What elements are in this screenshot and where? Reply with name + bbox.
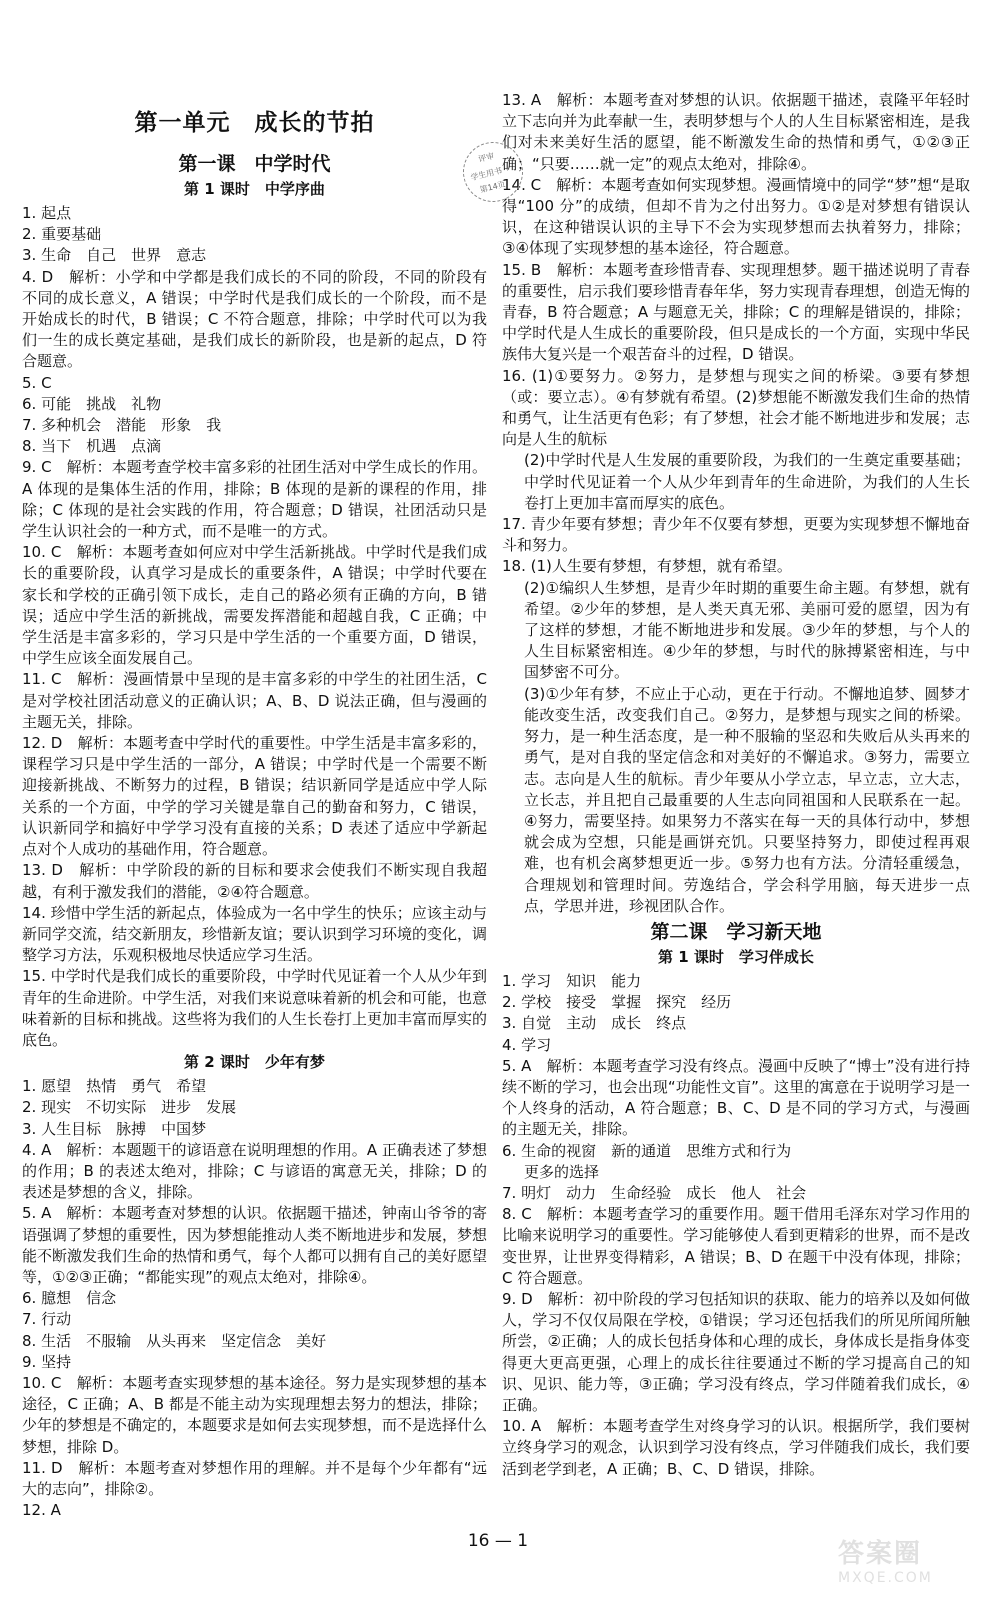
period-title: 第 1 课时 中学序曲 bbox=[184, 180, 325, 198]
page-number: 16 — 1 bbox=[467, 1531, 529, 1551]
watermark-url: MXQE.COM bbox=[838, 1570, 933, 1586]
answer-item: (3)①少年有梦，不应止于心动，更在于行动。不懈地追梦、圆梦才能改变生活，改变我们自己。②努力，是梦想与现实之间的桥梁。努力，是一种生活态度，是一种不服输的坚忍和失败后从头再来的勇气，是对自我的坚定信念和对美好的不懈追求。③努力，需要立志。志向是人生的航标。青少年要从小学立志，早立志，立大志，立长志，并且把自己最重要的人生志向同祖国和人民联系在一起。④努力，需要坚持。如果努力不落实在每一天的具体行动中，梦想就会成为空想，只能是画饼充饥。只要坚持努力，即使过程再艰难，也有机会离梦想更近一步。⑤努力也有方法。分清轻重缓急，合理规划和管理时间。劳逸结合，学会科学用脑，每天进步一点点，学思并进，珍视团队合作。 bbox=[524, 684, 970, 915]
answer-item: 6. 可能 挑战 礼物 bbox=[22, 394, 162, 413]
answer-item: 15. 中学时代是我们成长的重要阶段，中学时代见证着一个人从少年到青年的生命进阶。中学生活，对我们来说意味着新的机会和可能，也意味着新的目标和挑战。这些将为我们的人生长卷打上更加丰富而厚实的底色。 bbox=[22, 967, 488, 1049]
stamp-line3: 第14页 bbox=[478, 179, 507, 195]
answer-item: 17. 青少年要有梦想；青少年不仅要有梦想，更要为实现梦想不懈地奋斗和努力。 bbox=[502, 515, 970, 555]
answer-item: 10. C 解析：本题考查如何应对中学生活新挑战。中学时代是我们成长的重要阶段，认真学习是成长的重要条件，A 错误；中学时代要在家长和学校的正确引领下成长，走自己的路必须有正确的方向，B 错误；适应中学生活的新挑战，需要发挥潜能和超越自我，C 正确；中学生活是丰富多彩的，学习只是中学生活的一个重要方面，D 错误，中学生应该全面发展自己。 bbox=[22, 543, 487, 668]
answer-item: 5. A 解析：本题考查对梦想的认识。依据题干描述，钟南山爷爷的寄语强调了梦想的重要性，因为梦想能推动人类不断地进步和发展，梦想能不断激发我们生命的热情和勇气，每个人都可以拥有自己的美好愿望等，①②③正确；“都能实现”的观点太绝对，排除④。 bbox=[22, 1204, 488, 1286]
answer-item: 4. 学习 bbox=[502, 1035, 552, 1054]
lesson-title: 第二课 学习新天地 bbox=[650, 920, 822, 943]
watermark-logo-text: 答案圈 bbox=[838, 1539, 923, 1569]
answer-item: 4. D 解析：小学和中学都是我们成长的不同的阶段，不同的阶段有不同的成长意义，A 错误；中学时代是我们成长的一个阶段，而不是开始成长的时代，B 错误；C 不符合题意，排除；中学时代可以为我们一生的成长奠定基础，是我们成长的新阶段，也是新的起点，D 符合题意。 bbox=[22, 267, 487, 371]
right-column bbox=[502, 90, 970, 1480]
answer-item: 9. 坚持 bbox=[22, 1352, 72, 1371]
answer-item: 3. 人生目标 脉搏 中国梦 bbox=[22, 1119, 207, 1138]
lesson-title: 第一课 中学时代 bbox=[178, 153, 331, 175]
answer-item: 14. C 解析：本题考查如何实现梦想。漫画情境中的同学“梦”想“是取得“100 分”的成绩，但却不肯为之付出努力。①②是对梦想有错误认识，在这种错误认识的主导下不会为实现梦想而去执着努力，排除；③④体现了实现梦想的基本途径，符合题意。 bbox=[502, 175, 970, 258]
answer-item: (2)中学时代是人生发展的重要阶段，为我们的一生奠定重要基础；中学时代见证着一个人从少年到青年的生命进阶，为我们的人生长卷打上更加丰富而厚实的底色。 bbox=[524, 451, 970, 512]
answer-item: 2. 学校 接受 掌握 探究 经历 bbox=[502, 993, 732, 1012]
answer-item: 10. A 解析：本题考查学生对终身学习的认识。根据所学，我们要树立终身学习的观念，认识到学习没有终点，学习伴随我们成长，我们要活到老学到老，A 正确；B、C、D 错误，排除。 bbox=[502, 1417, 970, 1478]
answer-item: 12. A bbox=[22, 1501, 61, 1520]
answer-item: 16. (1)①要努力。②努力，是梦想与现实之间的桥梁。③要有梦想（或：要立志）。④有梦就有希望。(2)梦想能不断激发我们生命的热情和勇气，让生活更有色彩；有了梦想，社会才能不断地进步和发展；志向是人生的航标 bbox=[502, 366, 970, 449]
answer-item: 2. 现实 不切实际 进步 发展 bbox=[22, 1098, 237, 1117]
answer-item: 8. C 解析：本题考查学习的重要作用。题干借用毛泽东对学习作用的比喻来说明学习的重要性。学习能够使人看到更精彩的世界，而不是改变世界，让世界变得精彩，A 错误；B、D 在题干中没有体现，排除；C 符合题意。 bbox=[502, 1205, 970, 1287]
answer-item: 更多的选择 bbox=[524, 1162, 600, 1181]
answer-item: 4. A 解析：本题题干的谚语意在说明理想的作用。A 正确表述了梦想的作用；B 的表述太绝对，排除；C 与谚语的寓意无关，排除；D 的表述是梦想的含义，排除。 bbox=[22, 1140, 487, 1202]
answer-item: 11. C 解析：漫画情景中呈现的是丰富多彩的中学生的社团生活，C 是对学校社团活动意义的正确认识；A、B、D 说法正确，但与漫画的主题无关，排除。 bbox=[22, 670, 487, 731]
answer-item: 3. 自觉 主动 成长 终点 bbox=[502, 1014, 687, 1033]
unit-title: 第一单元 成长的节拍 bbox=[134, 110, 375, 136]
period-title: 第 2 课时 少年有梦 bbox=[184, 1053, 325, 1072]
answer-item: 18. (1)人生要有梦想，有梦想，就有希望。 bbox=[502, 557, 792, 576]
answer-item: 1. 愿望 热情 勇气 希望 bbox=[22, 1077, 207, 1096]
answer-item: 7. 明灯 动力 生命经验 成长 他人 社会 bbox=[502, 1183, 807, 1202]
answer-item: 13. A 解析：本题考查对梦想的认识。依据题干描述，袁隆平年轻时立下志向并为此奉献一生，表明梦想与个人的人生目标紧密相连，是我们对未来美好生活的愿望，能不断激发生命的热情和勇气，①②③正确；“只要……就一定”的观点太绝对，排除④。 bbox=[502, 91, 970, 173]
period-title: 第 1 课时 学习伴成长 bbox=[658, 947, 814, 966]
answer-item: 10. C 解析：本题考查实现梦想的基本途径。努力是实现梦想的基本途径，C 正确；A、B 都是不能主动为实现理想去努力的想法，排除；少年的梦想是不确定的，本题要求是如何去实现梦想，而不是选择什么梦想，排除 D。 bbox=[22, 1373, 488, 1456]
answer-item: 9. C 解析：本题考查学校丰富多彩的社团生活对中学生成长的作用。A 体现的是集体生活的作用，排除；B 体现的是新的课程的作用，排除；C 体现的是社会实践的作用，符合题意；D 错误，社团活动只是学生认识社会的一种方式，而不是唯一的方式。 bbox=[22, 458, 487, 541]
answer-item: 1. 起点 bbox=[22, 204, 72, 222]
answer-item: 15. B 解析：本题考查珍惜青春、实现理想梦。题干描述说明了青春的重要性，启示我们要珍惜青春年华，努力实现青春理想，创造无悔的青春，B 符合题意；A 与题意无关，排除；C 的理解是错误的，排除；中学时代是人生成长的重要阶段，但只是成长的一个方面，实现中华民族伟大复兴是一个艰苦奋斗的过程，D 错误。 bbox=[502, 260, 970, 364]
answer-item: 6. 生命的视窗 新的通道 思维方式和行为 bbox=[502, 1141, 792, 1160]
answer-item: 5. C bbox=[22, 373, 52, 392]
answer-item: 9. D 解析：初中阶段的学习包括知识的获取、能力的培养以及如何做人，学习不仅仅局限在学校，①错误；学习还包括我们的所见所闻所触所尝，②正确；人的成长包括身体和心理的成长，身体成长是指身体变得更大更高更强，心理上的成长往往要通过不断的学习提高自己的知识、见识、能力等，③正确；学习没有终点，学习伴随着我们成长，④正确。 bbox=[502, 1289, 970, 1414]
answer-item: 1. 学习 知识 能力 bbox=[502, 971, 642, 990]
answer-item: 14. 珍惜中学生活的新起点，体验成为一名中学生的快乐；应该主动与新同学交流，结交新朋友，珍惜新友谊；要认识到学习环境的变化，调整学习方法，乐观积极地尽快适应学习生活。 bbox=[22, 903, 488, 965]
stamp-line1: 评审 bbox=[477, 151, 496, 164]
stamp-line2: 学生用书 bbox=[469, 165, 503, 183]
answer-item: 5. A 解析：本题考查学习没有终点。漫画中反映了“博士”没有进行持续不断的学习，也会出现“功能性文盲”。这里的寓意在于说明学习是一个人终身的活动，A 符合题意；B、C、D 是不同的学习方式，与漫画的主题无关，排除。 bbox=[502, 1056, 970, 1139]
answer-item: 11. D 解析：本题考查对梦想作用的理解。并不是每个少年都有“远大的志向”，排除②。 bbox=[22, 1458, 487, 1498]
answer-item: 12. D 解析：本题考查中学时代的重要性。中学生活是丰富多彩的，课程学习只是中学生活的一部分，A 错误；中学时代是一个需要不断迎接新挑战、不断努力的过程，B 错误；结识新同学是适应中学人际关系的一个方面，中学的学习关键是靠自己的勤奋和努力，C 错误，认识新同学和搞好中学学习没有直接的关系；D 表述了适应中学新起点对个人成功的基础作用，符合题意。 bbox=[22, 734, 487, 859]
answer-item: 8. 生活 不服输 从头再来 坚定信念 美好 bbox=[22, 1331, 327, 1350]
answer-item: 2. 重要基础 bbox=[22, 225, 102, 244]
answer-item: 3. 生命 自己 世界 意志 bbox=[22, 246, 207, 265]
answer-item: (2)①编织人生梦想，是青少年时期的重要生命主题。有梦想，就有希望。②少年的梦想，是人类天真无邪、美丽可爱的愿望，因为有了这样的梦想，才能不断地进步和发展。③少年的梦想，与个人的人生目标紧密相连。④少年的梦想，与时代的脉搏紧密相连，与中国梦密不可分。 bbox=[524, 578, 970, 682]
answer-item: 6. 臆想 信念 bbox=[22, 1289, 117, 1308]
answer-item: 7. 行动 bbox=[22, 1310, 72, 1329]
answer-item: 7. 多种机会 潜能 形象 我 bbox=[22, 416, 222, 435]
left-column bbox=[22, 90, 487, 1521]
answer-item: 13. D 解析：中学阶段的新的目标和要求会使我们不断实现自我超越，有利于激发我们的潜能，②④符合题意。 bbox=[22, 861, 487, 901]
answer-item: 8. 当下 机遇 点滴 bbox=[22, 437, 162, 456]
site-watermark bbox=[838, 1533, 988, 1593]
